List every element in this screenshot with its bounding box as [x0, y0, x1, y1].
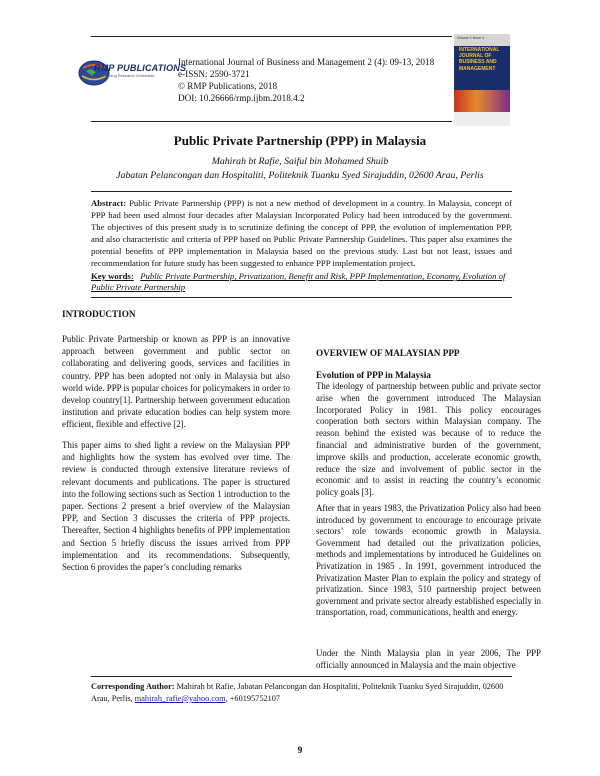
- cover-stripe: [454, 90, 510, 112]
- journal-cover: [454, 34, 510, 126]
- logo-subtitle: Advancing Research Worldwide: [98, 73, 155, 78]
- cover-volume: Volume 2 Issue 4: [457, 36, 484, 40]
- corresponding-author: [91, 681, 512, 705]
- introduction-paragraph-2: This paper aims to shed light a review on the Malaysian PPP and highlights how the system has evolved over time. The review is conducted through extensive literature reviews of relevant documents and publications. The paper is structured into the following sections such as Section 1 introduction to the paper. Sections 2 present a brief overview of the Malaysian PPP, and Section 3 discusses the criteria of PPP projects. Thereafter, Section 4 highlights benefits of PPP implementation and Section 5 briefly discuss the issues arrived from PPP implementation and its recommendations. Subsequently, Section 6 provides the paper’s concluding remarks: [62, 440, 290, 573]
- corresponding-author-text: Mahirah bt Rafie, Jabatan Pelancongan dan Hospitaliti, Politeknik Tuanku Syed Sirajuddin, 02600 Arau, Perlis,: [91, 682, 504, 703]
- abstract-top-rule: [91, 191, 512, 192]
- journal-citation: International Journal of Business and Management 2 (4): 09-13, 2018: [178, 57, 435, 67]
- overview-heading: OVERVIEW OF MALAYSIAN PPP: [316, 348, 460, 358]
- cover-footer-band: [454, 112, 510, 126]
- abstract-text: Public Private Partnership (PPP) is not a new method of development in a country. In Malaysia, concept of PPP had been used almost four decades after Malaysian Incorporated Policy had been introduced by the government. The objectives of this present study is to scrutinize defining the concept of PPP, the evolution of implementation PPP, and also characteristic and criteria of PPP based on Public Private Partnership Guidelines. This paper also examines the potential benefits of PPP implementation in Malaysia based on the previous study. Last but not least, issues and recommendation for future study has been suggested to enhance PPP implementation project.: [91, 198, 512, 268]
- cover-title: INTERNATIONAL JOURNAL OF BUSINESS AND MANAGEMENT: [459, 47, 500, 72]
- corresponding-author-label: Corresponding Author:: [91, 682, 175, 691]
- journal-doi: DOI: 10.26666/rmp.ijbm.2018.4.2: [178, 93, 305, 103]
- author-phone: , +60195752107: [225, 694, 281, 703]
- paper-affiliation: Jabatan Pelancongan dan Hospitaliti, Politeknik Tuanku Syed Sirajuddin, 02600 Arau, Perlis: [116, 170, 484, 181]
- author-email-link[interactable]: mahirah_rafie@yahoo.com: [134, 694, 226, 703]
- paper-title: Public Private Partnership (PPP) in Malaysia: [173, 133, 427, 148]
- overview-paragraph-1: The ideology of partnership between public and private sector arise when the government introduced The Malaysian Incorporated Policy in 1981. This policy encourages cooperation both sectors within Malaysian company. The reason behind the existed was because of to reduce the financial and administrative burden of the government, improve skills and production, accelerate economic growth, reduce the size and involvement of public sector in the economic and to assist in reacting the country’s economic policy goals [3].: [316, 381, 541, 498]
- paper-authors: Mahirah bt Rafie, Saiful bin Mohamed Shuib: [211, 156, 389, 167]
- header-top-rule: [91, 36, 452, 37]
- keywords-text: Public Private Partnership, Privatization, Benefit and Risk, PPP Implementation, Economy, Evolution of Public Private Partnership: [91, 271, 506, 292]
- journal-issn: e-ISSN: 2590-3721: [178, 69, 250, 79]
- abstract: [91, 197, 512, 269]
- abstract-label: Abstract:: [91, 198, 127, 208]
- overview-paragraph-2: After that in years 1983, the Privatization Policy also had been introduced by government to encourage to encourage private sectors’ role towards economic growth in Malaysia. Government had detailed out the privatization policies, methods and implementations by introduced he Guidelines on Privatization in 1985 . In 1991, government introduced the Privatization Master Plan to explain the policy and strategy of privatization. Since 1983, 510 partnership project between government and private sector already established especially in transportation, road, communications, health and energy.: [316, 503, 541, 618]
- footer-rule: [91, 676, 512, 677]
- logo-text: RMP PUBLICATIONS: [94, 63, 187, 73]
- overview-paragraph-3: Under the Ninth Malaysia plan in year 2006, The PPP officially announced in Malaysia and the main objective: [316, 648, 541, 670]
- introduction-paragraph-1: Public Private Partnership or known as PPP is an innovative approach between government and public sector on collaborating and delivering goods, services and facilities in country. PPP has been adopted not only in Malaysia but also world wide. PPP is popular choices for policymakers in order to develop country[1]. Partnership between government education institution and private education bodies can help system more efficient, flexible and effective [2].: [62, 334, 290, 430]
- journal-info: [178, 56, 434, 104]
- evolution-subheading: Evolution of PPP in Malaysia: [316, 370, 431, 380]
- introduction-heading: INTRODUCTION: [62, 309, 136, 319]
- header-bottom-rule: [91, 121, 452, 122]
- publisher-logo: [74, 56, 187, 90]
- keywords-bottom-rule: [91, 297, 512, 298]
- keywords: [91, 271, 512, 293]
- journal-copyright: © RMP Publications, 2018: [178, 81, 278, 91]
- keywords-label: Key words:: [91, 271, 134, 281]
- page-number: 9: [297, 746, 303, 756]
